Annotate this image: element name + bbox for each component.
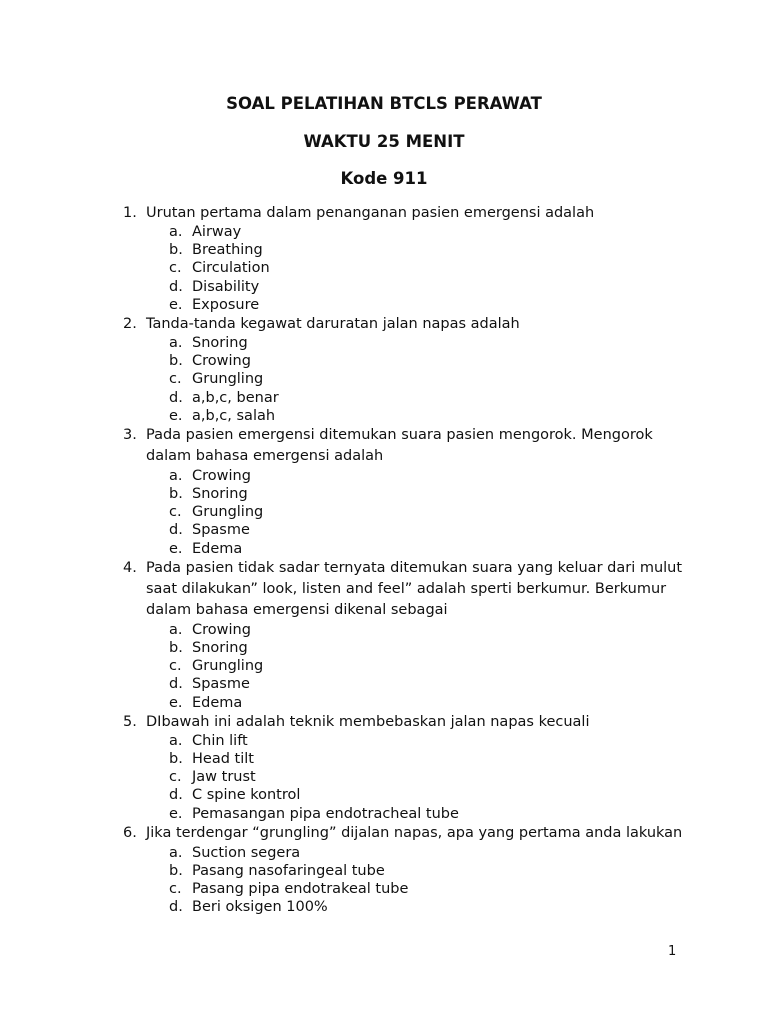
question-item bbox=[123, 314, 683, 425]
exam-code-heading: Kode 911 bbox=[340, 169, 428, 188]
option-text: a,b,c, salah bbox=[192, 407, 276, 424]
option-text: C spine kontrol bbox=[192, 787, 301, 804]
option-letter: a. bbox=[169, 732, 183, 749]
answer-option bbox=[146, 467, 683, 485]
answer-option bbox=[146, 694, 683, 712]
option-letter: c. bbox=[169, 881, 182, 898]
question-text: Pada pasien emergensi ditemukan suara pasien mengorok. Mengorok dalam bahasa emergensi adalah bbox=[146, 426, 653, 464]
question-text: Jika terdengar “grungling” dijalan napas, apa yang pertama anda lakukan bbox=[146, 824, 683, 841]
option-letter: a. bbox=[169, 224, 183, 240]
option-text: a,b,c, benar bbox=[192, 389, 279, 406]
option-text: Snoring bbox=[192, 334, 248, 351]
question-number: 2. bbox=[123, 315, 137, 332]
answer-option bbox=[146, 862, 683, 880]
option-letter: c. bbox=[169, 658, 182, 675]
answer-option bbox=[146, 786, 683, 804]
answer-option bbox=[146, 880, 683, 898]
option-text: Airway bbox=[192, 224, 242, 240]
option-letter: a. bbox=[169, 621, 183, 638]
option-text: Circulation bbox=[192, 260, 270, 277]
option-letter: d. bbox=[169, 899, 183, 916]
question-number: 1. bbox=[123, 205, 137, 221]
page-number: 1 bbox=[668, 944, 677, 959]
option-letter: b. bbox=[169, 486, 183, 503]
option-text: Pemasangan pipa endotracheal tube bbox=[192, 805, 459, 822]
option-text: Breathing bbox=[192, 242, 263, 259]
option-letter: e. bbox=[169, 540, 183, 557]
option-letter: e. bbox=[169, 694, 183, 711]
question-item bbox=[123, 823, 683, 917]
answer-option bbox=[146, 389, 683, 407]
answer-option bbox=[146, 898, 683, 916]
option-letter: d. bbox=[169, 278, 183, 295]
option-text: Head tilt bbox=[192, 750, 254, 767]
answer-option bbox=[146, 732, 683, 750]
question-item bbox=[123, 558, 683, 712]
option-letter: b. bbox=[169, 353, 183, 370]
answer-option bbox=[146, 370, 683, 388]
option-text: Grungling bbox=[192, 504, 264, 521]
option-letter: c. bbox=[169, 260, 182, 277]
option-text: Pasang pipa endotrakeal tube bbox=[192, 881, 409, 898]
option-list bbox=[146, 223, 683, 314]
option-letter: b. bbox=[169, 750, 183, 767]
answer-option bbox=[146, 485, 683, 503]
option-text: Edema bbox=[192, 694, 243, 711]
option-list bbox=[146, 334, 683, 425]
option-text: Pasang nasofaringeal tube bbox=[192, 862, 385, 879]
option-text: Exposure bbox=[192, 296, 260, 313]
answer-option bbox=[146, 352, 683, 370]
question-number: 4. bbox=[123, 559, 137, 576]
answer-option bbox=[146, 844, 683, 862]
answer-option bbox=[146, 540, 683, 558]
option-text: Snoring bbox=[192, 640, 248, 656]
question-number: 3. bbox=[123, 426, 137, 443]
question-text: Urutan pertama dalam penanganan pasien emergensi adalah bbox=[146, 205, 595, 221]
question-item bbox=[123, 203, 683, 314]
option-list bbox=[146, 844, 683, 917]
answer-option bbox=[146, 675, 683, 693]
option-text: Chin lift bbox=[192, 732, 248, 749]
answer-option bbox=[146, 750, 683, 768]
option-letter: c. bbox=[169, 504, 182, 521]
option-text: Snoring bbox=[192, 486, 248, 503]
answer-option bbox=[146, 278, 683, 296]
option-text: Suction segera bbox=[192, 844, 301, 861]
answer-option bbox=[146, 805, 683, 823]
option-text: Edema bbox=[192, 540, 243, 557]
option-letter: d. bbox=[169, 676, 183, 693]
option-text: Spasme bbox=[192, 676, 250, 693]
option-letter: e. bbox=[169, 805, 183, 822]
option-text: Grungling bbox=[192, 658, 264, 675]
option-text: Crowing bbox=[192, 621, 251, 638]
option-text: Crowing bbox=[192, 467, 251, 484]
option-text: Spasme bbox=[192, 522, 250, 539]
answer-option bbox=[146, 639, 683, 657]
time-limit-heading: WAKTU 25 MENIT bbox=[303, 132, 465, 151]
question-number: 5. bbox=[123, 713, 137, 730]
option-letter: e. bbox=[169, 407, 183, 424]
option-letter: c. bbox=[169, 371, 182, 388]
answer-option bbox=[146, 521, 683, 539]
answer-option bbox=[146, 503, 683, 521]
answer-option bbox=[146, 223, 683, 241]
option-list bbox=[146, 732, 683, 823]
option-list bbox=[146, 467, 683, 558]
option-list bbox=[146, 621, 683, 712]
question-item bbox=[123, 425, 683, 558]
question-text: Tanda-tanda kegawat daruratan jalan napas adalah bbox=[146, 315, 520, 332]
option-letter: a. bbox=[169, 844, 183, 861]
option-letter: b. bbox=[169, 242, 183, 259]
question-text: Pada pasien tidak sadar ternyata ditemukan suara yang keluar dari mulut saat dilakukan” look, listen and feel” adalah sperti berkumur. Berkumur dalam bahasa emergensi dikenal sebagai bbox=[146, 559, 683, 618]
question-list bbox=[123, 203, 683, 916]
question-number: 6. bbox=[123, 824, 137, 841]
option-letter: b. bbox=[169, 640, 183, 656]
option-letter: c. bbox=[169, 769, 182, 786]
option-letter: b. bbox=[169, 862, 183, 879]
option-letter: e. bbox=[169, 296, 183, 313]
answer-option bbox=[146, 259, 683, 277]
option-text: Grungling bbox=[192, 371, 264, 388]
option-letter: a. bbox=[169, 467, 183, 484]
answer-option bbox=[146, 407, 683, 425]
document-title: SOAL PELATIHAN BTCLS PERAWAT bbox=[226, 94, 542, 113]
option-text: Jaw trust bbox=[192, 769, 256, 786]
answer-option bbox=[146, 657, 683, 675]
option-text: Beri oksigen 100% bbox=[192, 899, 328, 916]
answer-option bbox=[146, 768, 683, 786]
option-letter: a. bbox=[169, 334, 183, 351]
option-letter: d. bbox=[169, 522, 183, 539]
answer-option bbox=[146, 241, 683, 259]
question-text: DIbawah ini adalah teknik membebaskan jalan napas kecuali bbox=[146, 713, 590, 730]
answer-option bbox=[146, 621, 683, 639]
question-item bbox=[123, 712, 683, 823]
answer-option bbox=[146, 334, 683, 352]
option-letter: d. bbox=[169, 389, 183, 406]
option-letter: d. bbox=[169, 787, 183, 804]
option-text: Disability bbox=[192, 278, 260, 295]
option-text: Crowing bbox=[192, 353, 251, 370]
answer-option bbox=[146, 296, 683, 314]
